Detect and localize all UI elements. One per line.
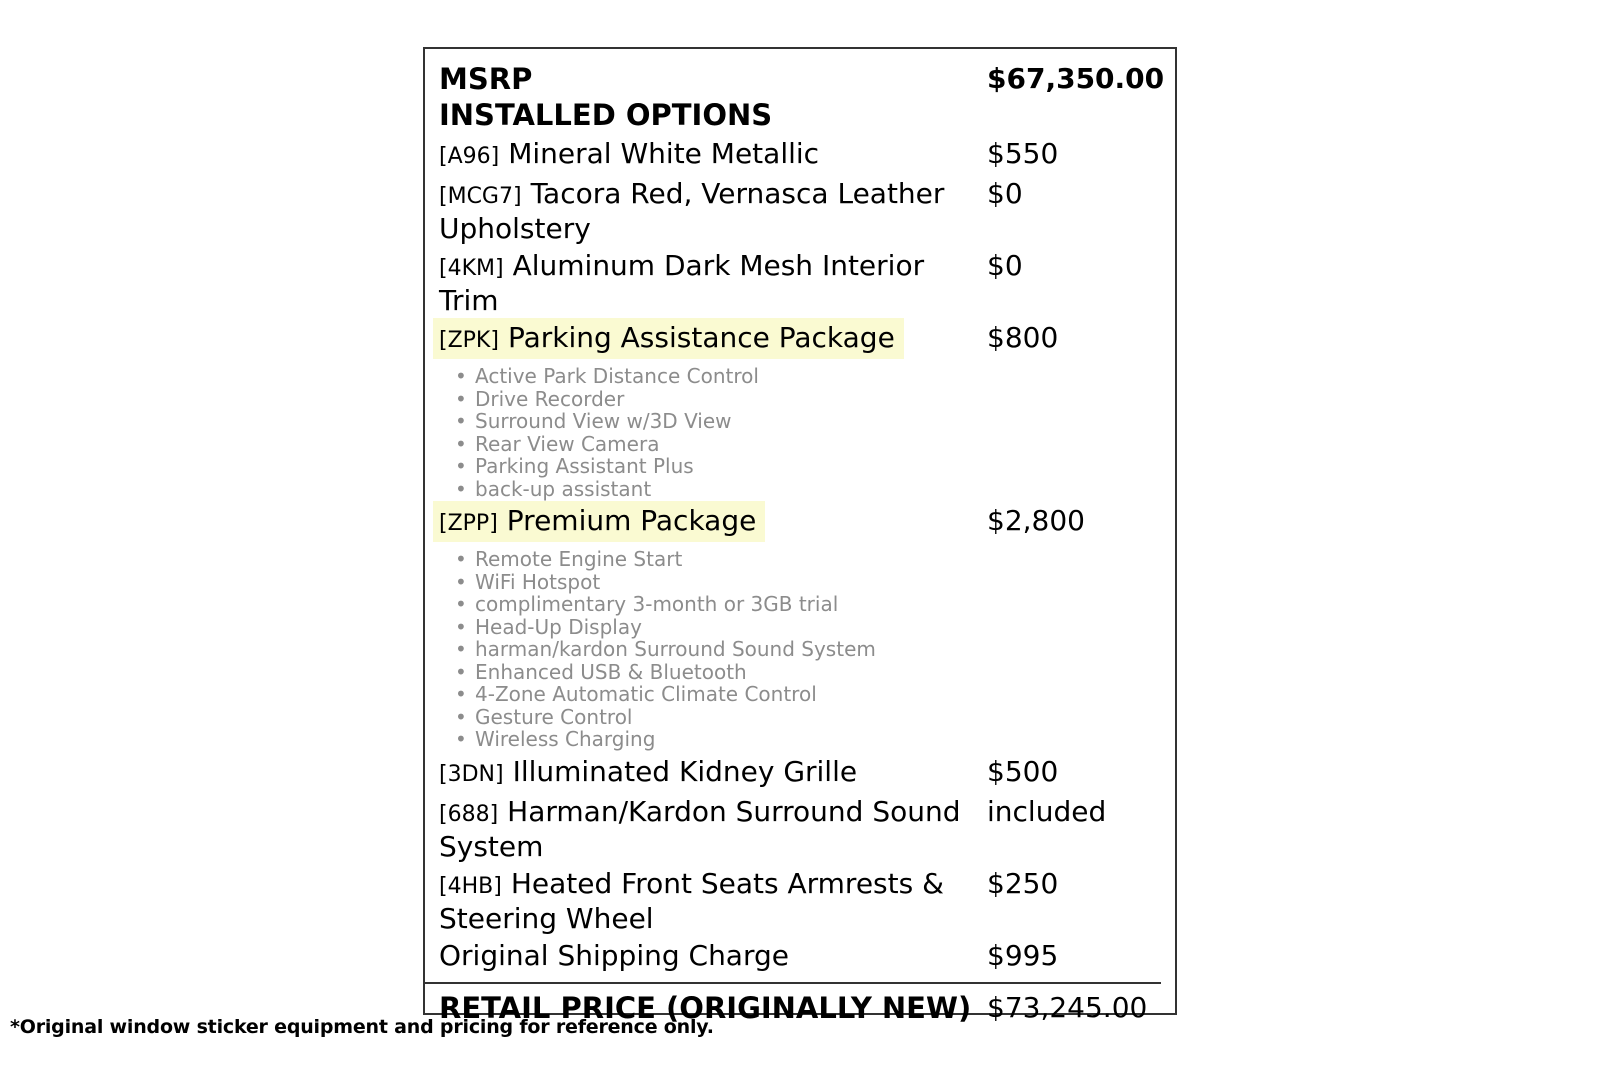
- msrp-value: $67,350.00: [987, 62, 1165, 95]
- option-price: $500: [987, 754, 1059, 788]
- msrp-row: [439, 61, 1165, 97]
- option-price: $800: [987, 321, 1059, 354]
- option-row: [439, 322, 1161, 500]
- option-row: [439, 178, 1161, 245]
- option-code: [A96]: [439, 144, 500, 169]
- option-price: included: [987, 794, 1107, 828]
- option-title: [439, 138, 987, 173]
- option-name: Premium Package: [506, 504, 757, 537]
- options-list: [439, 138, 1161, 972]
- feature-item: • complimentary 3-month or 3GB trial: [439, 593, 1161, 616]
- option-price: $550: [987, 137, 1059, 170]
- feature-item: • Drive Recorder: [439, 388, 1161, 411]
- option-row: [439, 250, 1161, 317]
- option-code: [4KM]: [439, 256, 504, 281]
- feature-item: • Rear View Camera: [439, 433, 1161, 456]
- feature-item: • Head-Up Display: [439, 616, 1161, 639]
- option-code: [688]: [439, 801, 499, 827]
- option-title: [439, 250, 987, 317]
- option-code: [3DN]: [439, 761, 504, 787]
- option-code: [ZPP]: [439, 511, 498, 536]
- option-title: [439, 940, 987, 972]
- feature-item: • harman/kardon Surround Sound System: [439, 638, 1161, 661]
- option-name: Original Shipping Charge: [439, 938, 789, 972]
- feature-item: • Surround View w/3D View: [439, 410, 1161, 433]
- feature-item: • Gesture Control: [439, 706, 1161, 729]
- feature-item: • back-up assistant: [439, 478, 1161, 501]
- option-row: [439, 796, 1161, 863]
- option-name: Tacora Red, Vernasca Leather Upholstery: [439, 177, 945, 245]
- option-name: Mineral White Metallic: [508, 137, 820, 170]
- msrp-label: MSRP: [439, 62, 533, 96]
- option-feature-list: [439, 548, 1161, 751]
- option-price: $0: [987, 177, 1023, 210]
- option-name: Parking Assistance Package: [507, 321, 895, 354]
- feature-item: • 4-Zone Automatic Climate Control: [439, 683, 1161, 706]
- option-title: [439, 322, 987, 357]
- option-title: [439, 796, 987, 863]
- option-feature-list: [439, 365, 1161, 500]
- option-row: [439, 138, 1161, 173]
- option-name: Heated Front Seats Armrests & Steering Wheel: [439, 866, 944, 935]
- window-sticker-box: [423, 47, 1177, 1025]
- option-price: $250: [987, 866, 1059, 900]
- installed-options-heading: INSTALLED OPTIONS: [439, 98, 773, 132]
- option-title: [439, 505, 987, 540]
- feature-item: • Active Park Distance Control: [439, 365, 1161, 388]
- option-price: $0: [987, 249, 1023, 282]
- total-label: RETAIL PRICE (ORIGINALLY NEW): [439, 990, 972, 1025]
- option-title: [439, 178, 987, 245]
- option-code: [ZPK]: [439, 328, 499, 353]
- installed-options-header-row: [439, 97, 1161, 133]
- footnote: *Original window sticker equipment and pricing for reference only.: [10, 1016, 714, 1038]
- option-row: [439, 756, 1161, 791]
- feature-item: • Wireless Charging: [439, 728, 1161, 751]
- option-name: Aluminum Dark Mesh Interior Trim: [439, 249, 925, 317]
- feature-item: • Remote Engine Start: [439, 548, 1161, 571]
- feature-item: • Parking Assistant Plus: [439, 455, 1161, 478]
- option-name: Illuminated Kidney Grille: [512, 754, 858, 788]
- option-row: [439, 940, 1161, 972]
- option-title: [439, 756, 987, 791]
- option-code: [MCG7]: [439, 184, 522, 209]
- feature-item: • WiFi Hotspot: [439, 571, 1161, 594]
- option-row: [439, 868, 1161, 935]
- option-price: $2,800: [987, 504, 1085, 537]
- option-title: [439, 868, 987, 935]
- option-price: $995: [987, 938, 1059, 972]
- option-name: Harman/Kardon Surround Sound System: [439, 794, 961, 863]
- option-code: [4HB]: [439, 873, 502, 899]
- option-row: [439, 505, 1161, 751]
- total-value: $73,245.00: [987, 990, 1148, 1024]
- feature-item: • Enhanced USB & Bluetooth: [439, 661, 1161, 684]
